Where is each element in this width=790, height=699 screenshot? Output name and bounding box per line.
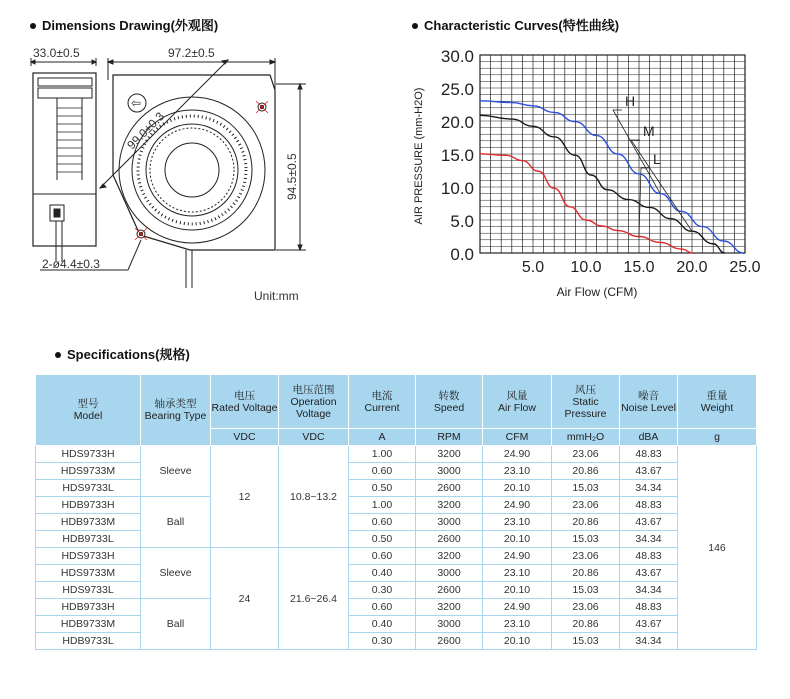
column-header-en: Weight xyxy=(700,401,734,414)
speed-cell: 3000 xyxy=(416,463,483,480)
air-flow-cell: 20.10 xyxy=(483,582,552,599)
bearing-cell: Sleeve xyxy=(141,446,211,497)
model-cell: HDS9733H xyxy=(36,446,141,463)
specs-table xyxy=(35,374,757,650)
svg-text:⇦: ⇦ xyxy=(131,96,142,110)
unit-header: VDC xyxy=(211,429,279,446)
unit-header: dBA xyxy=(620,429,678,446)
static-pressure-cell: 23.06 xyxy=(552,497,620,514)
air-flow-cell: 24.90 xyxy=(483,446,552,463)
y-tick-label: 15.0 xyxy=(440,146,474,165)
speed-cell: 3000 xyxy=(416,616,483,633)
current-cell: 0.40 xyxy=(349,565,416,582)
unit-header: mmH₂O xyxy=(552,429,620,446)
static-pressure-cell: 23.06 xyxy=(552,548,620,565)
front-width-label: 97.2±0.5 xyxy=(168,46,215,60)
column-header xyxy=(36,375,141,446)
speed-cell: 2600 xyxy=(416,582,483,599)
characteristic-chart xyxy=(400,38,780,308)
unit-header: VDC xyxy=(279,429,349,446)
speed-cell: 2600 xyxy=(416,633,483,650)
bullet-icon xyxy=(30,23,36,29)
model-cell: HDS9733M xyxy=(36,463,141,480)
air-flow-cell: 20.10 xyxy=(483,633,552,650)
weight-cell: 146 xyxy=(678,446,757,650)
series-label-L: L xyxy=(653,151,661,167)
chart-grid xyxy=(480,55,745,253)
column-header xyxy=(211,375,279,429)
current-cell: 0.30 xyxy=(349,582,416,599)
x-tick-label: 25.0 xyxy=(729,259,761,276)
column-header xyxy=(349,375,416,429)
y-tick-label: 20.0 xyxy=(440,113,474,132)
noise-cell: 43.67 xyxy=(620,565,678,582)
column-header-zh: 风压 xyxy=(575,383,596,396)
static-pressure-cell: 20.86 xyxy=(552,616,620,633)
header-row xyxy=(36,375,757,429)
static-pressure-cell: 23.06 xyxy=(552,446,620,463)
column-header xyxy=(678,375,757,429)
current-cell: 0.30 xyxy=(349,633,416,650)
x-tick-label: 10.0 xyxy=(570,259,602,276)
dimensions-drawing xyxy=(0,38,400,288)
air-flow-cell: 23.10 xyxy=(483,514,552,531)
unit-header: A xyxy=(349,429,416,446)
y-tick-label: 0.0 xyxy=(450,245,474,264)
bearing-cell: Ball xyxy=(141,599,211,650)
y-tick-label: 5.0 xyxy=(450,212,474,231)
static-pressure-cell: 20.86 xyxy=(552,565,620,582)
unit-header: g xyxy=(678,429,757,446)
table-row xyxy=(36,497,757,514)
column-header-zh: 电压 xyxy=(234,389,255,402)
noise-cell: 34.34 xyxy=(620,480,678,497)
operation-voltage-cell: 10.8~13.2 xyxy=(279,446,349,548)
air-flow-cell: 24.90 xyxy=(483,599,552,616)
curves-title: Characteristic Curves(特性曲线) xyxy=(412,15,619,34)
y-tick-label: 25.0 xyxy=(440,80,474,99)
current-cell: 0.60 xyxy=(349,514,416,531)
speed-cell: 3200 xyxy=(416,446,483,463)
air-flow-cell: 24.90 xyxy=(483,548,552,565)
model-cell: HDB9733M xyxy=(36,514,141,531)
height-label: 94.5±0.5 xyxy=(285,153,299,200)
speed-cell: 3000 xyxy=(416,565,483,582)
column-header xyxy=(141,375,211,446)
model-cell: HDS9733M xyxy=(36,565,141,582)
static-pressure-cell: 15.03 xyxy=(552,480,620,497)
speed-cell: 3200 xyxy=(416,548,483,565)
speed-cell: 3200 xyxy=(416,497,483,514)
y-tick-label: 10.0 xyxy=(440,179,474,198)
x-tick-label: 5.0 xyxy=(521,259,545,276)
speed-cell: 2600 xyxy=(416,480,483,497)
current-cell: 0.60 xyxy=(349,463,416,480)
speed-cell: 3200 xyxy=(416,599,483,616)
noise-cell: 48.83 xyxy=(620,548,678,565)
column-header-en: Bearing Type xyxy=(144,410,207,422)
static-pressure-cell: 20.86 xyxy=(552,463,620,480)
air-flow-cell: 20.10 xyxy=(483,531,552,548)
x-tick-label: 20.0 xyxy=(676,259,708,276)
static-pressure-cell: 23.06 xyxy=(552,599,620,616)
static-pressure-cell: 15.03 xyxy=(552,633,620,650)
series-leader-L xyxy=(639,168,650,237)
table-row xyxy=(36,599,757,616)
model-cell: HDB9733L xyxy=(36,531,141,548)
table-row xyxy=(36,548,757,565)
column-header xyxy=(416,375,483,429)
noise-cell: 43.67 xyxy=(620,616,678,633)
model-cell: HDB9733H xyxy=(36,599,141,616)
side-width-label: 33.0±0.5 xyxy=(33,46,80,60)
model-cell: HDS9733H xyxy=(36,548,141,565)
static-pressure-cell: 15.03 xyxy=(552,582,620,599)
current-cell: 1.00 xyxy=(349,446,416,463)
column-header-en: Noise Level xyxy=(621,401,676,414)
current-cell: 0.50 xyxy=(349,480,416,497)
model-cell: HDS9733L xyxy=(36,582,141,599)
bearing-cell: Sleeve xyxy=(141,548,211,599)
noise-cell: 34.34 xyxy=(620,582,678,599)
series-label-H: H xyxy=(625,93,636,109)
model-cell: HDB9733M xyxy=(36,616,141,633)
series-line-H xyxy=(480,101,744,253)
y-axis-label: AIR PRESSURE (mm-H2O) xyxy=(413,87,425,225)
y-tick-label: 30.0 xyxy=(440,47,474,66)
noise-cell: 48.83 xyxy=(620,599,678,616)
speed-cell: 2600 xyxy=(416,531,483,548)
static-pressure-cell: 20.86 xyxy=(552,514,620,531)
column-header-en: Air Flow xyxy=(498,401,536,414)
column-header-zh: 型号 xyxy=(77,398,99,410)
series-line-M xyxy=(480,115,725,253)
noise-cell: 34.34 xyxy=(620,531,678,548)
current-cell: 0.60 xyxy=(349,548,416,565)
column-header-zh: 噪音 xyxy=(638,389,659,402)
current-cell: 0.50 xyxy=(349,531,416,548)
column-header-zh: 轴承类型 xyxy=(154,398,197,410)
column-header-en: Model xyxy=(73,410,103,422)
unit-header: RPM xyxy=(416,429,483,446)
holes-label: 2-ø4.4±0.3 xyxy=(42,257,100,271)
air-flow-cell: 23.10 xyxy=(483,463,552,480)
static-pressure-cell: 15.03 xyxy=(552,531,620,548)
column-header xyxy=(483,375,552,429)
x-axis-label: Air Flow (CFM) xyxy=(556,285,638,299)
front-view xyxy=(40,58,306,288)
noise-cell: 43.67 xyxy=(620,514,678,531)
dimensions-title: Dimensions Drawing(外观图) xyxy=(30,15,218,34)
noise-cell: 43.67 xyxy=(620,463,678,480)
current-cell: 0.40 xyxy=(349,616,416,633)
x-tick-label: 15.0 xyxy=(623,259,655,276)
air-flow-cell: 20.10 xyxy=(483,480,552,497)
model-cell: HDB9733L xyxy=(36,633,141,650)
current-cell: 1.00 xyxy=(349,497,416,514)
column-header-zh: 转数 xyxy=(438,389,460,402)
air-flow-cell: 24.90 xyxy=(483,497,552,514)
column-header-en: Rated Voltage xyxy=(211,401,278,414)
chart-series xyxy=(480,93,744,253)
speed-cell: 3000 xyxy=(416,514,483,531)
rated-voltage-cell: 24 xyxy=(211,548,279,650)
series-label-M: M xyxy=(643,123,655,139)
model-cell: HDB9733H xyxy=(36,497,141,514)
column-header xyxy=(552,375,620,429)
diameter-label: 99.0±0.3 xyxy=(124,109,168,153)
air-flow-cell: 23.10 xyxy=(483,565,552,582)
operation-voltage-cell: 21.6~26.4 xyxy=(279,548,349,650)
column-header-en: Static Pressure xyxy=(564,395,607,420)
bearing-cell: Ball xyxy=(141,497,211,548)
unit-header: CFM xyxy=(483,429,552,446)
table-body xyxy=(36,446,757,650)
column-header-zh: 风量 xyxy=(506,389,528,402)
column-header-zh: 电流 xyxy=(371,389,393,402)
air-flow-cell: 23.10 xyxy=(483,616,552,633)
side-view xyxy=(31,58,96,262)
column-header-en: Operation Voltage xyxy=(290,395,337,420)
noise-cell: 48.83 xyxy=(620,446,678,463)
bullet-icon xyxy=(412,23,418,29)
current-cell: 0.60 xyxy=(349,599,416,616)
column-header-en: Speed xyxy=(433,401,465,414)
column-header-en: Current xyxy=(364,401,400,414)
model-cell: HDS9733L xyxy=(36,480,141,497)
column-header xyxy=(279,375,349,429)
table-row xyxy=(36,446,757,463)
column-header xyxy=(620,375,678,429)
column-header-zh: 重量 xyxy=(706,389,728,402)
noise-cell: 48.83 xyxy=(620,497,678,514)
noise-cell: 34.34 xyxy=(620,633,678,650)
unit-label: Unit:mm xyxy=(254,289,299,303)
column-header-zh: 电压范围 xyxy=(292,383,335,396)
rated-voltage-cell: 12 xyxy=(211,446,279,548)
specs-title: Specifications(规格) xyxy=(55,344,190,363)
bullet-icon xyxy=(55,352,61,358)
